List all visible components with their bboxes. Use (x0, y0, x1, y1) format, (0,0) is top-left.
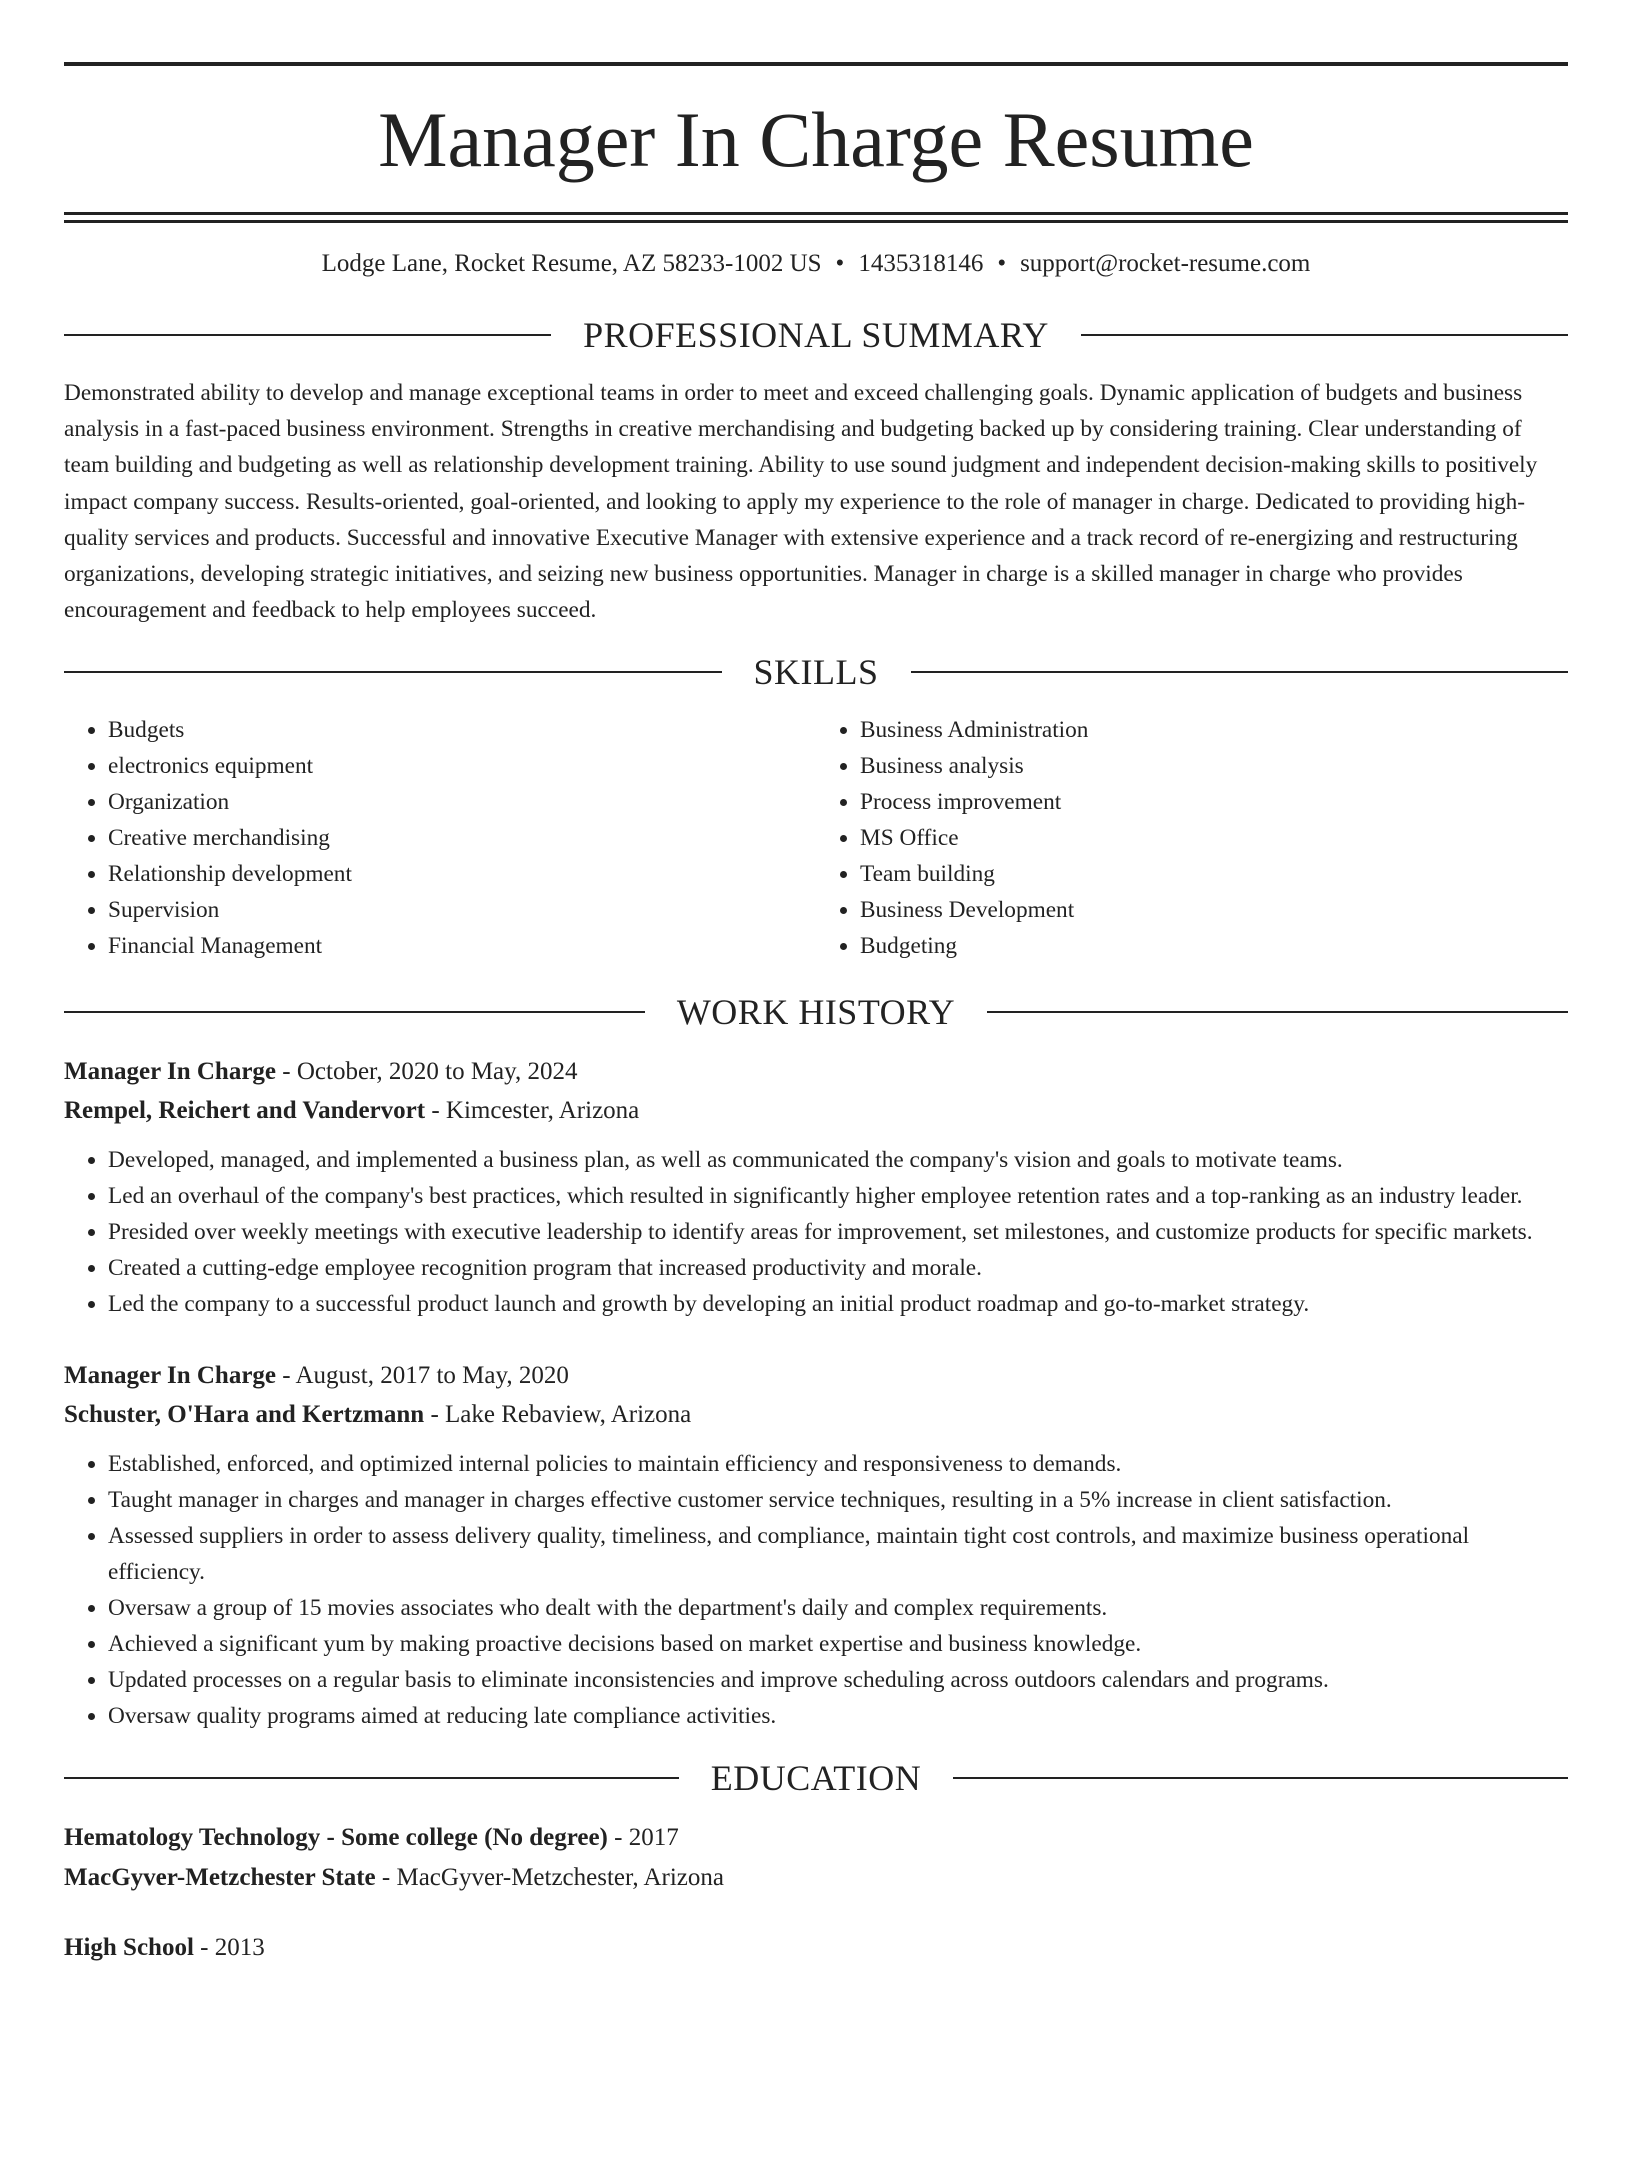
education-location: - MacGyver-Metzchester, Arizona (375, 1864, 724, 1892)
education-school: MacGyver-Metzchester State (64, 1864, 376, 1892)
education-entry (64, 1818, 1568, 1898)
skill-item: • Budgeting (860, 928, 1568, 964)
job-bullet: • Achieved a significant yum by making proactive decisions based on market expertise and business knowledge. (108, 1626, 1568, 1662)
skill-item: • Business Administration (860, 712, 1568, 748)
job-company-line (64, 1395, 1568, 1434)
summary-heading (64, 315, 1568, 355)
skill-item: • Process improvement (860, 784, 1568, 820)
work-history-heading-text: WORK HISTORY (676, 992, 956, 1033)
skill-item: • electronics equipment (108, 748, 816, 784)
skill-item: • Supervision (108, 892, 816, 928)
job-bullet: • Led the company to a successful product launch and growth by developing an initial product roadmap and go-to-market strategy. (108, 1286, 1568, 1322)
skill-item: • MS Office (860, 820, 1568, 856)
job-entry (64, 1356, 1568, 1734)
education-degree-line (64, 1818, 1568, 1858)
job-bullet: • Presided over weekly meetings with executive leadership to identify areas for improvement, set milestones, and customize products for specific markets. (108, 1214, 1568, 1250)
skill-item: • Business Development (860, 892, 1568, 928)
job-title-line (64, 1052, 1568, 1091)
heading-rule-left (64, 1777, 679, 1779)
job-bullet: • Led an overhaul of the company's best practices, which resulted in significantly higher employee retention rates and a top-ranking as an industry leader. (108, 1178, 1568, 1214)
education-school-line (64, 1858, 1568, 1898)
education-year: - 2013 (193, 1934, 265, 1962)
contact-email: support@rocket-resume.com (1020, 250, 1311, 277)
job-bullet: • Created a cutting-edge employee recognition program that increased productivity and morale. (108, 1250, 1568, 1286)
resume-page (0, 62, 1632, 2174)
job-bullet: • Oversaw quality programs aimed at reducing late compliance activities. (108, 1698, 1568, 1734)
job-bullet: • Taught manager in charges and manager in charges effective customer service techniques, resulting in a 5% increase in client satisfaction. (108, 1482, 1568, 1518)
education-heading-text: EDUCATION (710, 1758, 922, 1799)
education-degree-line (64, 1928, 1568, 1968)
top-rule (64, 62, 1568, 66)
work-history-heading (64, 992, 1568, 1032)
job-company: Rempel, Reichert and Vandervort (64, 1097, 426, 1125)
education-year: - 2017 (607, 1824, 679, 1852)
contact-separator: • (835, 250, 845, 277)
resume-title: Manager In Charge Resume (378, 96, 1254, 183)
contact-separator: • (997, 250, 1007, 277)
skill-item: • Financial Management (108, 928, 816, 964)
education-degree: High School (64, 1934, 194, 1962)
skill-item: • Team building (860, 856, 1568, 892)
heading-rule-left (64, 1011, 645, 1013)
job-entry (64, 1052, 1568, 1322)
education-heading (64, 1758, 1568, 1798)
education-entry (64, 1928, 1568, 1968)
summary-heading-text: PROFESSIONAL SUMMARY (583, 315, 1049, 355)
heading-rule-right (1081, 334, 1568, 336)
job-bullet: • Assessed suppliers in order to assess delivery quality, timeliness, and compliance, maintain tight cost controls, and maximize business operational efficiency. (108, 1518, 1568, 1590)
skills-list (64, 712, 1568, 964)
job-title: Manager In Charge (64, 1058, 277, 1086)
contact-phone: 1435318146 (858, 250, 984, 277)
job-company-line (64, 1091, 1568, 1130)
heading-rule-right (953, 1777, 1568, 1779)
education-degree: Hematology Technology - Some college (No degree) (64, 1824, 608, 1852)
summary-text: Demonstrated ability to develop and manage exceptional teams in order to meet and exceed challenging goals. Dynamic application of budgets and business analysis in a fast-paced business environment. Strengths in creative merchandising and budgeting backed up by considering training. Clear understanding of team building and budgeting as well as relationship development training. Ability to use sound judgment and independent decision-making skills to positively impact company success. Results-oriented, goal-oriented, and looking to apply my experience to the role of manager in charge. Dedicated to providing high-quality services and products. Successful and innovative Executive Manager with extensive experience and a track record of re-energizing and restructuring organizations, developing strategic initiatives, and seizing new business opportunities. Manager in charge is a skilled manager in charge who provides encouragement and feedback to help employees succeed. (64, 380, 1538, 624)
title-double-rule (64, 212, 1568, 223)
job-title: Manager In Charge (64, 1362, 277, 1390)
job-location: - Kimcester, Arizona (425, 1097, 640, 1125)
heading-rule-left (64, 671, 722, 673)
skill-item: • Budgets (108, 712, 816, 748)
job-bullet: • Oversaw a group of 15 movies associates who dealt with the department's daily and complex requirements. (108, 1590, 1568, 1626)
job-dates: - August, 2017 to May, 2020 (276, 1362, 569, 1390)
job-bullets (64, 1142, 1568, 1322)
skills-column-left (64, 712, 816, 964)
skills-column-right (816, 712, 1568, 964)
contact-line (64, 249, 1568, 279)
skill-item: • Business analysis (860, 748, 1568, 784)
heading-rule-right (911, 671, 1569, 673)
job-bullets (64, 1446, 1568, 1734)
job-bullet: • Established, enforced, and optimized internal policies to maintain efficiency and responsiveness to demands. (108, 1446, 1568, 1482)
job-title-line (64, 1356, 1568, 1395)
job-location: - Lake Rebaview, Arizona (424, 1401, 692, 1429)
skill-item: • Creative merchandising (108, 820, 816, 856)
job-bullet: • Developed, managed, and implemented a business plan, as well as communicated the company's vision and goals to motivate teams. (108, 1142, 1568, 1178)
job-bullet: • Updated processes on a regular basis to eliminate inconsistencies and improve scheduling across outdoors calendars and programs. (108, 1662, 1568, 1698)
job-dates: - October, 2020 to May, 2024 (276, 1058, 578, 1086)
heading-rule-left (64, 334, 551, 336)
skill-item: • Organization (108, 784, 816, 820)
skills-heading-text: SKILLS (753, 652, 879, 693)
heading-rule-right (987, 1011, 1568, 1013)
contact-address: Lodge Lane, Rocket Resume, AZ 58233-1002 US (321, 250, 822, 277)
skills-heading (64, 652, 1568, 692)
skill-item: • Relationship development (108, 856, 816, 892)
job-company: Schuster, O'Hara and Kertzmann (64, 1401, 425, 1429)
